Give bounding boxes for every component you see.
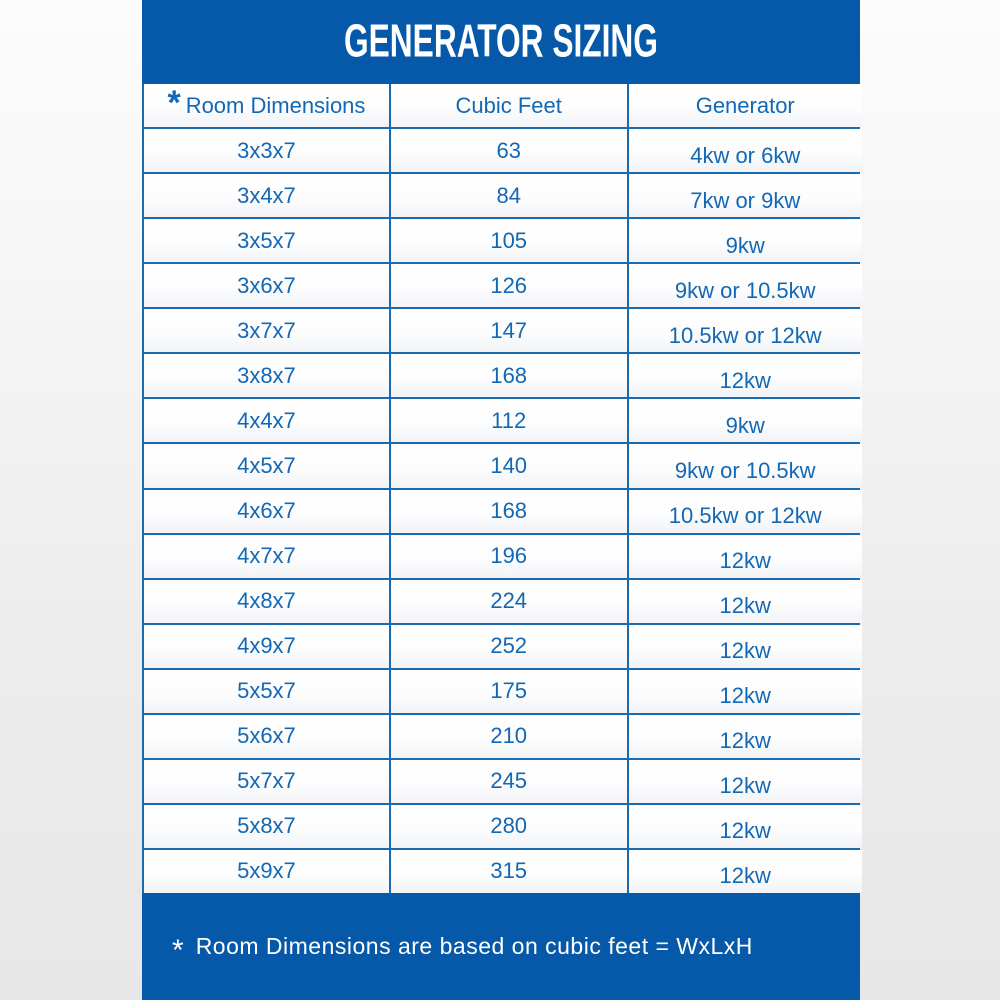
generator-cell — [629, 354, 862, 397]
room-dimensions-cell-value: 5x7x7 — [237, 768, 296, 794]
header-room-dimensions-label: Room Dimensions — [185, 92, 366, 118]
cubic-feet-cell-value: 196 — [490, 543, 528, 569]
generator-cell — [629, 219, 862, 262]
cubic-feet-cell-value: 112 — [491, 407, 527, 433]
cubic-feet-cell-value: 280 — [490, 813, 528, 839]
cubic-feet-cell-value: 245 — [490, 768, 528, 794]
header-cubic-feet: Cubic Feet — [391, 84, 627, 127]
cubic-feet-cell — [391, 805, 627, 848]
generator-cell — [629, 580, 862, 623]
footnote-text: Room Dimensions are based on cubic feet = WxLxH — [195, 933, 753, 959]
generator-cell — [629, 264, 862, 307]
cubic-feet-cell — [391, 670, 627, 713]
room-dimensions-cell-value: 3x4x7 — [237, 182, 296, 208]
room-dimensions-cell-value: 3x6x7 — [237, 272, 296, 298]
room-dimensions-cell — [144, 174, 389, 217]
room-dimensions-cell-value: 5x5x7 — [237, 678, 296, 704]
room-dimensions-cell — [144, 760, 389, 803]
room-dimensions-cell-value: 4x4x7 — [237, 407, 296, 433]
sizing-table — [142, 84, 860, 893]
generator-cell — [629, 760, 862, 803]
generator-cell-value: 9kw — [725, 412, 765, 438]
cubic-feet-cell-value: 84 — [496, 182, 521, 208]
room-dimensions-cell-value: 5x6x7 — [237, 723, 296, 749]
cubic-feet-cell-value: 147 — [490, 317, 528, 343]
room-dimensions-cell-value: 4x9x7 — [237, 633, 296, 659]
room-dimensions-cell-value: 4x6x7 — [237, 498, 296, 524]
cubic-feet-cell — [391, 129, 627, 172]
generator-cell — [629, 625, 862, 668]
generator-cell-value: 10.5kw or 12kw — [668, 503, 822, 529]
generator-cell — [629, 490, 862, 533]
room-dimensions-cell — [144, 625, 389, 668]
generator-cell — [629, 805, 862, 848]
cubic-feet-cell-value: 252 — [490, 633, 528, 659]
cubic-feet-cell — [391, 219, 627, 262]
room-dimensions-cell — [144, 580, 389, 623]
footnote-band: * Room Dimensions are based on cubic feet = WxLxH — [172, 933, 753, 967]
generator-cell-value: 12kw — [719, 728, 771, 754]
generator-cell — [629, 670, 862, 713]
generator-cell — [629, 174, 862, 217]
generator-cell — [629, 850, 862, 893]
generator-cell — [629, 399, 862, 442]
cubic-feet-cell-value: 210 — [490, 723, 528, 749]
cubic-feet-cell-value: 168 — [490, 362, 528, 388]
generator-cell-value: 9kw or 10.5kw — [674, 457, 816, 483]
generator-cell-value: 7kw or 9kw — [690, 187, 801, 213]
generator-cell-value: 12kw — [719, 818, 771, 844]
cubic-feet-cell — [391, 760, 627, 803]
cubic-feet-cell — [391, 715, 627, 758]
room-dimensions-cell — [144, 354, 389, 397]
room-dimensions-cell-value: 4x8x7 — [237, 588, 296, 614]
cubic-feet-cell-value: 224 — [490, 588, 528, 614]
room-dimensions-cell — [144, 715, 389, 758]
generator-cell-value: 12kw — [719, 638, 771, 664]
generator-cell-value: 12kw — [719, 593, 771, 619]
generator-cell — [629, 129, 862, 172]
generator-sizing-panel — [142, 0, 860, 1000]
cubic-feet-cell — [391, 399, 627, 442]
cubic-feet-cell-value: 105 — [490, 227, 528, 253]
generator-cell-value: 12kw — [719, 548, 771, 574]
cubic-feet-cell — [391, 174, 627, 217]
room-dimensions-cell — [144, 219, 389, 262]
cubic-feet-cell-value: 140 — [490, 452, 528, 478]
generator-cell — [629, 715, 862, 758]
room-dimensions-cell — [144, 670, 389, 713]
generator-cell — [629, 535, 862, 578]
generator-cell-value: 9kw or 10.5kw — [674, 277, 816, 303]
cubic-feet-cell — [391, 490, 627, 533]
cubic-feet-cell — [391, 354, 627, 397]
generator-cell — [629, 444, 862, 487]
room-dimensions-cell-value: 4x5x7 — [237, 452, 296, 478]
room-dimensions-cell — [144, 535, 389, 578]
room-dimensions-cell — [144, 805, 389, 848]
cubic-feet-cell — [391, 264, 627, 307]
room-dimensions-cell — [144, 444, 389, 487]
room-dimensions-cell-value: 3x8x7 — [237, 362, 296, 388]
room-dimensions-cell — [144, 850, 389, 893]
cubic-feet-cell — [391, 309, 627, 352]
cubic-feet-cell-value: 126 — [490, 272, 528, 298]
cubic-feet-cell — [391, 580, 627, 623]
room-dimensions-cell — [144, 309, 389, 352]
room-dimensions-cell — [144, 399, 389, 442]
generator-cell-value: 9kw — [725, 232, 765, 258]
cubic-feet-cell-value: 63 — [496, 137, 521, 163]
room-dimensions-cell-value: 4x7x7 — [237, 543, 296, 569]
header-generator: Generator — [629, 84, 862, 127]
generator-cell-value: 12kw — [719, 773, 771, 799]
title-band — [142, 0, 860, 84]
cubic-feet-cell — [391, 444, 627, 487]
cubic-feet-cell — [391, 850, 627, 893]
generator-cell — [629, 309, 862, 352]
cubic-feet-cell-value: 175 — [490, 678, 528, 704]
cubic-feet-cell-value: 168 — [490, 498, 528, 524]
header-room-dimensions: * Room Dimensions — [144, 84, 389, 127]
generator-cell-value: 4kw or 6kw — [690, 142, 801, 168]
cubic-feet-cell-value: 315 — [490, 858, 528, 884]
room-dimensions-cell-value: 3x5x7 — [237, 227, 296, 253]
generator-cell-value: 12kw — [719, 367, 771, 393]
room-dimensions-cell-value: 3x7x7 — [237, 317, 296, 343]
room-dimensions-cell-value: 3x3x7 — [237, 137, 296, 163]
generator-cell-value: 12kw — [719, 863, 771, 889]
room-dimensions-cell-value: 5x9x7 — [237, 858, 296, 884]
room-dimensions-cell-value: 5x8x7 — [237, 813, 296, 839]
generator-cell-value: 12kw — [719, 683, 771, 709]
page-title: GENERATOR SIZING — [344, 15, 658, 68]
generator-cell-value: 10.5kw or 12kw — [668, 322, 822, 348]
room-dimensions-cell — [144, 490, 389, 533]
cubic-feet-cell — [391, 535, 627, 578]
room-dimensions-cell — [144, 264, 389, 307]
cubic-feet-cell — [391, 625, 627, 668]
room-dimensions-cell — [144, 129, 389, 172]
